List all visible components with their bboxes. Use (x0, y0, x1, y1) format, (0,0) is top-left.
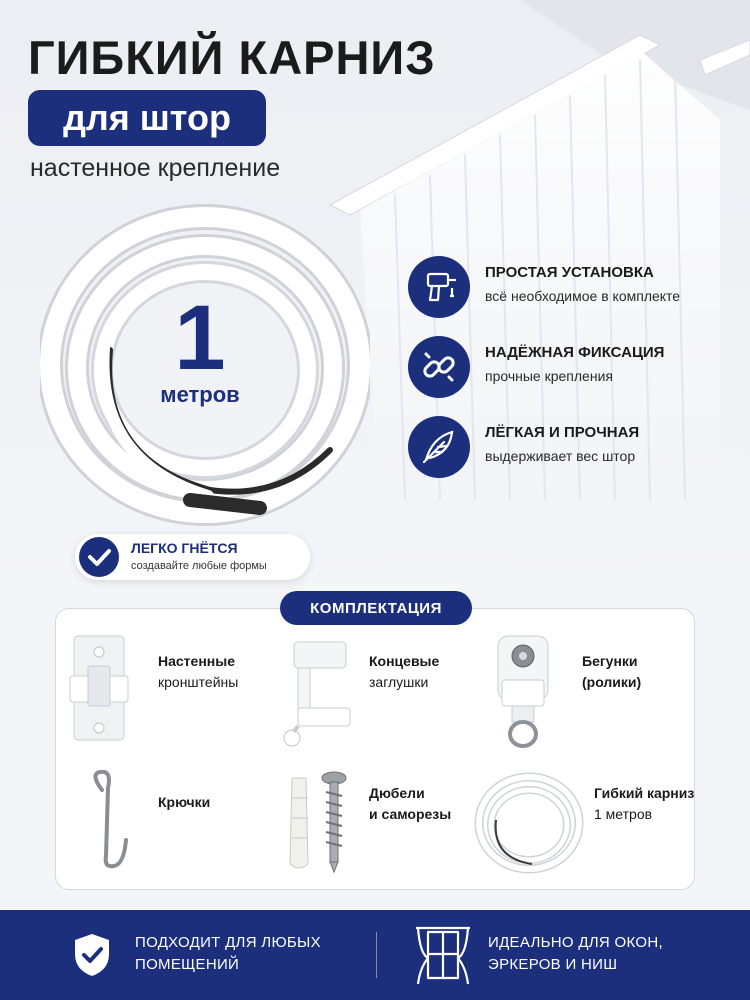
kit-item-line: 1 метров (594, 806, 653, 822)
kit-item-end-caps (369, 651, 439, 693)
wall-bracket-image (68, 632, 130, 744)
chain-link-icon (408, 336, 470, 398)
title-badge: для штор (28, 90, 266, 146)
feature-title: НАДЁЖНАЯ ФИКСАЦИЯ (485, 344, 665, 361)
feather-icon (408, 416, 470, 478)
feature-desc: прочные крепления (485, 368, 613, 384)
check-icon (79, 537, 119, 577)
feature-light-strong (408, 416, 738, 480)
kit-item-line: и саморезы (369, 806, 452, 822)
kit-title-badge: КОМПЛЕКТАЦИЯ (280, 591, 472, 625)
kit-item-line: Бегунки (582, 653, 638, 669)
hook-image (82, 770, 140, 874)
feature-reliable-fix (408, 336, 738, 400)
kit-item-line: Настенные (158, 653, 235, 669)
flexible-badge-title: ЛЕГКО ГНЁТСЯ (131, 540, 238, 556)
flexible-badge (75, 534, 310, 580)
kit-item-flexible-rail (594, 783, 694, 825)
kit-item-line: (ролики) (582, 674, 642, 690)
flexible-badge-subtitle: создавайте любые формы (131, 560, 267, 572)
end-cap-image (282, 638, 352, 752)
dowel-and-screw-image (284, 768, 356, 876)
feature-desc: всё необходимое в комплекте (485, 288, 681, 304)
footer-right-text (488, 932, 663, 976)
feature-title: ЛЁГКАЯ И ПРОЧНАЯ (485, 424, 640, 441)
kit-item-dowels-screws (369, 783, 451, 825)
kit-item-line: Концевые (369, 653, 440, 669)
footer-divider (376, 932, 377, 978)
kit-item-line: Крючки (158, 794, 211, 810)
drill-icon (408, 256, 470, 318)
footer-right-line: ИДЕАЛЬНО ДЛЯ ОКОН, (488, 934, 663, 951)
page-subtitle: настенное крепление (30, 154, 281, 182)
window-curtain-icon (414, 924, 472, 986)
length-number: 1 (174, 287, 226, 389)
footer-left-line: ПОДХОДИТ ДЛЯ ЛЮБЫХ (135, 934, 321, 951)
page-title: ГИБКИЙ КАРНИЗ (28, 31, 436, 84)
kit-item-hooks (158, 792, 210, 813)
kit-item-line: заглушки (369, 674, 429, 690)
footer-bar (0, 910, 750, 1000)
shield-check-icon (72, 932, 112, 978)
kit-item-line: кронштейны (158, 674, 239, 690)
footer-left-text (135, 932, 321, 976)
kit-item-runners (582, 651, 641, 693)
flexible-rail-coil-image (474, 770, 584, 876)
length-unit: метров (160, 382, 240, 407)
runner-roller-image (490, 632, 556, 750)
feature-easy-install (408, 256, 738, 320)
kit-item-line: Дюбели (369, 785, 425, 801)
footer-left-line: ПОМЕЩЕНИЙ (135, 956, 240, 973)
feature-desc: выдерживает вес штор (485, 448, 636, 464)
kit-item-line: Гибкий карниз (594, 785, 695, 801)
feature-title: ПРОСТАЯ УСТАНОВКА (485, 264, 654, 281)
footer-right-line: ЭРКЕРОВ И НИШ (488, 956, 618, 973)
kit-item-wall-brackets (158, 651, 238, 693)
